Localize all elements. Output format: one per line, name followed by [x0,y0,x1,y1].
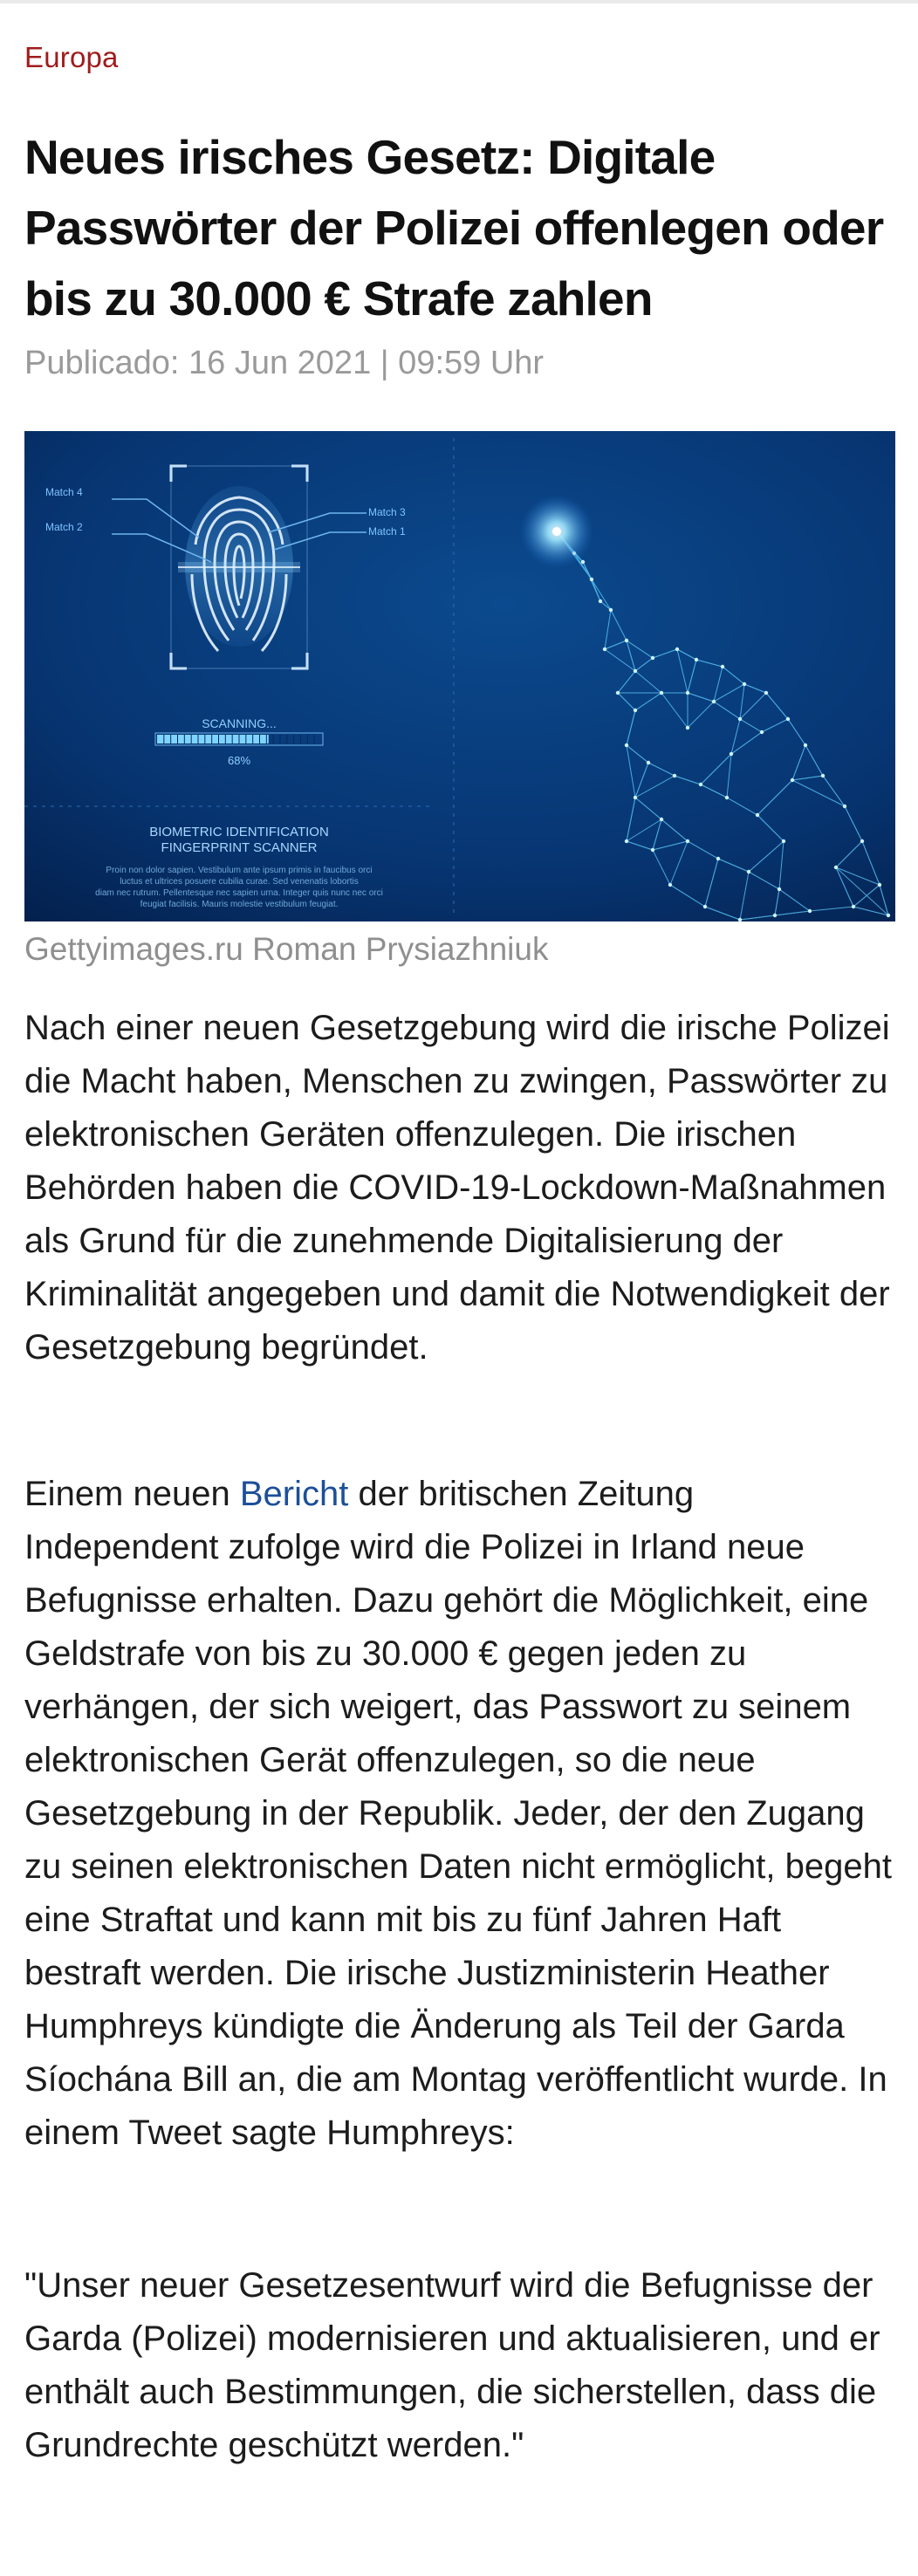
hand-mesh-node [738,717,742,721]
hand-mesh-node [647,761,650,764]
hand-mesh-node [778,887,781,891]
hand-mesh-node [651,848,654,852]
scanner-lorem-3: diam nec rutrum. Pellentesque nec sapien urna. Integer quis nunc nec orci [95,888,383,898]
bericht-link[interactable]: Bericht [239,1475,349,1513]
hand-mesh-node [686,726,689,730]
scanner-lorem-4: feugiat facilisis. Mauris molestie vestibulum feugiat. [140,900,339,909]
hand-mesh-node [756,813,759,817]
image-caption: Gettyimages.ru Roman Prysiazhniuk [24,931,549,967]
hand-mesh-node [712,700,716,703]
hand-mesh-node [716,857,720,860]
hand-mesh-node [686,691,689,695]
hand-mesh-node [668,883,672,887]
hand-mesh-node [651,656,654,660]
hand-mesh-node [878,883,881,887]
article-image[interactable] [24,431,895,921]
hand-mesh-node [686,839,689,843]
hand-mesh-node [725,796,729,799]
hand-mesh-node [703,905,707,908]
match-2-label: Match 2 [45,521,83,533]
hand-mesh-node [660,818,663,821]
hand-mesh-node [808,909,812,913]
hand-mesh-node [764,691,768,695]
hand-mesh-node [699,783,702,786]
hand-mesh-node [634,709,637,712]
scanner-title-line1: BIOMETRIC IDENTIFICATION [149,825,329,839]
article-quote: "Unser neuer Gesetzesentwurf wird die Befugnisse der Garda (Polizei) modernisieren und aktualisieren, und er enthält auch Bestimmungen, die sicherstellen, dass die Grundrechte geschützt werden." [24,2266,880,2464]
scan-percent: 68% [227,754,251,767]
hand-mesh-node [804,743,807,747]
paragraph-2-intro: Einem neuen [24,1475,240,1513]
scanner-lorem-1: Proin non dolor sapien. Vestibulum ante ipsum primis in faucibus orci [106,866,373,875]
hand-mesh-node [821,774,825,778]
section-label[interactable]: Europa [24,41,119,73]
hand-mesh-node [860,839,864,843]
publish-date: Publicado: 16 Jun 2021 | 09:59 Uhr [24,345,545,381]
hand-mesh-node [782,839,785,843]
hand-mesh-node [695,658,698,661]
hand-mesh-node [743,682,746,686]
hand-mesh-node [760,730,764,734]
hand-mesh-node [625,639,628,642]
match-3-label: Match 3 [368,506,406,518]
hand-mesh-node [791,778,794,782]
fingerprint-scanner-illustration [24,431,895,921]
hand-mesh-node [675,647,679,651]
hand-mesh-node [730,752,733,756]
hand-mesh-node [581,560,585,564]
hand-mesh-node [834,866,838,869]
hand-mesh-node [773,914,777,917]
paragraph-2-body: der britischen Zeitung Independent zufolge wird die Polizei in Irland neue Befugnisse erhalten. Dazu gehört die Möglichkeit, eine Geldstrafe von bis zu 30.000 € gegen jeden zu verhängen, der sich weigert, das Passwort zu seinem elektronischen Gerät offenzulegen, so die neue Gesetzgebung in der Republik. Jeder, der den Zugang zu seinen elektronischen Daten nicht ermöglicht, begeht eine Straftat und kann mit bis zu fünf Jahren Haft bestraft werden. Die irische Justizministerin Heather Humphreys kündigte die Änderung als Teil der Garda Síochána Bill an, die am Montag veröffentlicht wurde. In einem Tweet sagte Humphreys: [24,1475,892,2152]
scanning-label: SCANNING... [202,716,277,730]
hand-mesh-node [609,608,613,612]
hand-mesh-node [843,805,846,808]
article-paragraph-2 [24,1468,897,2160]
match-4-label: Match 4 [45,486,83,498]
scan-progress-fill [157,735,269,743]
hand-mesh-node [603,647,606,651]
hand-mesh-node [599,599,602,603]
hand-mesh-node [625,839,628,843]
hand-mesh-node [786,717,790,721]
article-paragraph-1: Nach einer neuen Gesetzgebung wird die irische Polizei die Macht haben, Menschen zu zwingen, Passwörter zu elektronischen Geräten offenzulegen. Die irischen Behörden haben die COVID-19-Lockdown-Maßnahmen als Grund für die zunehmende Digitalisierung der Kriminalität angegeben und damit die Notwendigkeit der Gesetzgebung begründet. [24,1009,890,1367]
hand-mesh-node [590,578,593,581]
hand-mesh-node [887,914,890,917]
touch-point [552,527,561,536]
article-headline: Neues irisches Gesetz: Digitale Passwörter der Polizei offenlegen oder bis zu 30.000 € Strafe zahlen [24,130,884,325]
scanner-title-line2: FINGERPRINT SCANNER [161,840,318,855]
hand-mesh-node [852,905,855,908]
hand-mesh-node [660,691,663,695]
match-1-label: Match 1 [368,525,406,538]
scanner-lorem-2: luctus et ultrices posuere cubilia curae. Sed venenatis lobortis [120,877,359,887]
hand-mesh-node [747,870,750,874]
hand-mesh-node [721,665,724,668]
hand-mesh-node [738,918,742,921]
hand-mesh-node [634,796,637,799]
hand-mesh-node [625,743,628,747]
hand-mesh-node [673,774,676,778]
hand-mesh-node [634,669,637,673]
hand-mesh-node [616,691,620,695]
